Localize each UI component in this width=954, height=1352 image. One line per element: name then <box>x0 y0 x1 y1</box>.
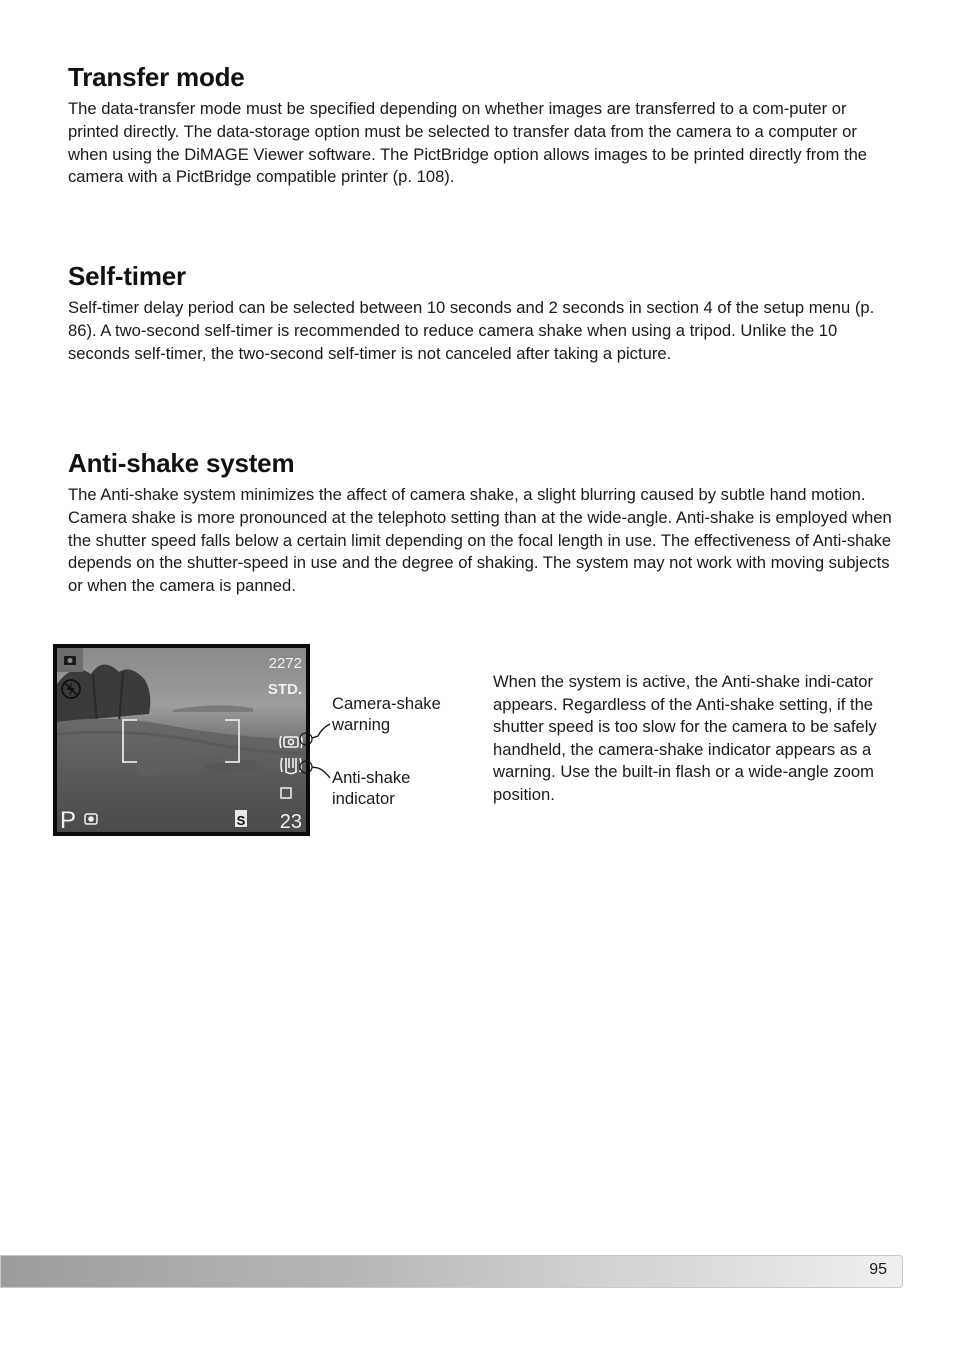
exposure-mode-readout: P <box>60 807 77 834</box>
quality-readout: STD. <box>267 681 302 698</box>
callout-camera-shake-warning: Camera-shake warning <box>332 694 441 734</box>
flash-mode-readout: S <box>236 813 246 828</box>
image-size-readout: 2272 <box>268 655 302 672</box>
footer-bar <box>0 1255 903 1288</box>
paragraph-self-timer: Self-timer delay period can be selected between 10 seconds and 2 seconds in section 4 of the setup menu (p. 86). A two-second self-timer is recommended to reduce camera shake when using a tripod. Unlike the 10 seconds self-timer, the two-second self-timer is not canceled after taking a picture. <box>68 298 875 363</box>
page-number: 95 <box>869 1261 887 1278</box>
paragraph-anti-shake-indicator: When the system is active, the Anti-shake indi-cator appears. Regardless of the Anti-shake setting, if the shutter speed is too slow for the camera to be safely handheld, the camera-shake indicator appears as a warning. Use the built-in flash or a wide-angle zoom position. <box>493 672 877 804</box>
heading-anti-shake: Anti-shake system <box>68 448 295 478</box>
paragraph-transfer-mode: The data-transfer mode must be specified depending on whether images are transferred to a com-puter or printed directly. The data-storage option must be selected to transfer data from the camera to a computer or when using the DiMAGE Viewer software. The PictBridge option allows images to be printed directly from the camera with a PictBridge compatible printer (p. 108). <box>68 99 868 187</box>
frame-counter-readout: 23 <box>279 811 302 833</box>
callout-anti-shake-indicator: Anti-shake indicator <box>332 768 411 808</box>
heading-transfer-mode: Transfer mode <box>68 62 245 92</box>
paragraph-anti-shake: The Anti-shake system minimizes the affect of camera shake, a slight blurring caused by subtle hand motion. Camera shake is more pronounced at the telephoto setting than at the wide-angle. Anti-shake is employed when the shutter speed falls below a certain limit depending on the focal length in use. The effectiveness of Anti-shake depends on the shutter-speed in use and the degree of shaking. The system may not work with moving subjects or when the camera is panned. <box>68 485 892 596</box>
heading-self-timer: Self-timer <box>68 261 186 291</box>
